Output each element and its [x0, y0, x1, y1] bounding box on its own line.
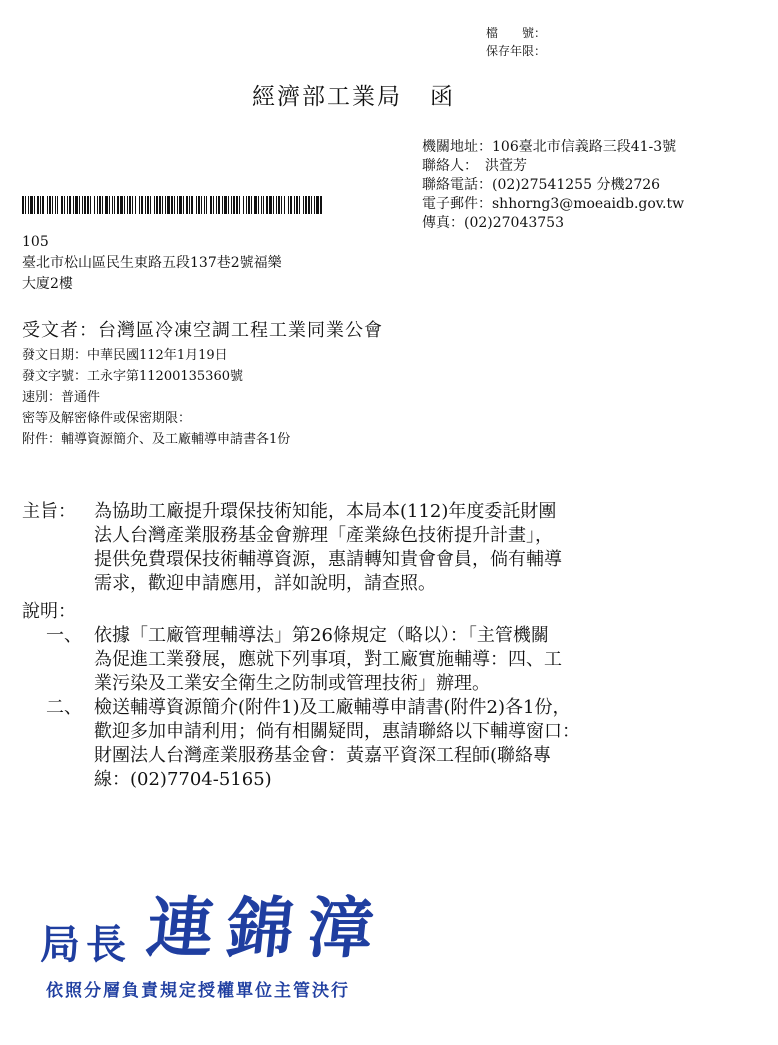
item-line: 業污染及工業安全衛生之防制或管理技術」辦理。: [94, 673, 490, 694]
item-text: 檢送輔導資源簡介(附件1)及工廠輔導申請書(附件2)各1份，: [94, 697, 571, 718]
explanation-item-1: [22, 624, 580, 648]
item-number: 一、: [46, 625, 82, 646]
barcode: [22, 196, 322, 214]
item-line: 財團法人台灣產業服務基金會：黃嘉平資深工程師(聯絡專: [94, 745, 552, 766]
item-number: 二、: [46, 697, 82, 718]
agency-address: 機關地址：106臺北市信義路三段41-3號: [422, 139, 677, 155]
item-text: 依據「工廠管理輔導法」第26條規定（略以）：「主管機關: [94, 625, 549, 646]
explanation-label: 說明：: [22, 601, 76, 622]
authorization-note: 依照分層負責規定授權單位主管決行: [46, 981, 350, 1001]
attachments: 附件：輔導資源簡介、及工廠輔導申請書各1份: [22, 432, 291, 447]
file-number-label: 檔 號：: [486, 26, 547, 40]
document-number: 發文字號：工永字第11200135360號: [22, 369, 243, 384]
file-info: [486, 24, 546, 60]
item-line: 線：(02)7704-5165): [94, 769, 272, 790]
subject-label: 主旨：: [22, 501, 76, 522]
mailing-address: [22, 232, 282, 295]
document-title: [252, 78, 455, 111]
delivery-speed: 速別：普通件: [22, 390, 101, 405]
address-line-2: 大廈2樓: [22, 276, 73, 292]
barcode-bar: [320, 196, 322, 214]
recipient: 受文者：台灣區冷凍空調工程工業同業公會: [22, 320, 383, 341]
document-type: 函: [430, 84, 455, 110]
secrecy-level: 密等及解密條件或保密期限：: [22, 411, 192, 426]
document-meta: [22, 345, 290, 450]
postal-code: 105: [22, 234, 49, 250]
retention-period-label: 保存年限：: [486, 44, 547, 58]
explanation-item-2: [22, 696, 580, 720]
subject-text: 為協助工廠提升環保技術知能，本局本(112)年度委託財團: [94, 501, 557, 522]
contact-phone: 聯絡電話：(02)27541255 分機2726: [422, 177, 661, 193]
address-line-1: 臺北市松山區民生東路五段137巷2號福樂: [22, 255, 282, 271]
item-line: 歡迎多加申請利用；倘有相關疑問，惠請聯絡以下輔導窗口：: [94, 721, 580, 742]
issuing-agency: 經濟部工業局: [252, 84, 402, 110]
contact-fax: 傳真：(02)27043753: [422, 215, 564, 231]
subject-line: 提供免費環保技術輔導資源，惠請轉知貴會會員，倘有輔導: [94, 549, 562, 570]
contact-person: 聯絡人： 洪萓芳: [422, 158, 527, 174]
contact-block: [422, 138, 684, 233]
subject-line-1: [22, 500, 580, 524]
signature-block: [40, 875, 392, 970]
item-line: 為促進工業發展，應就下列事項，對工廠實施輔導：四、工: [94, 649, 562, 670]
signature-title: 局長: [40, 921, 132, 968]
subject-line: 法人台灣產業服務基金會辦理「產業綠色技術提升計畫」，: [94, 525, 553, 546]
document-body: [22, 500, 580, 792]
subject-line: 需求，歡迎申請應用，詳如說明，請查照。: [94, 573, 436, 594]
issue-date: 發文日期：中華民國112年1月19日: [22, 348, 228, 363]
contact-email: 電子郵件：shhorng3@moeaidb.gov.tw: [422, 196, 685, 212]
signature-name: 連錦漳: [143, 889, 392, 967]
